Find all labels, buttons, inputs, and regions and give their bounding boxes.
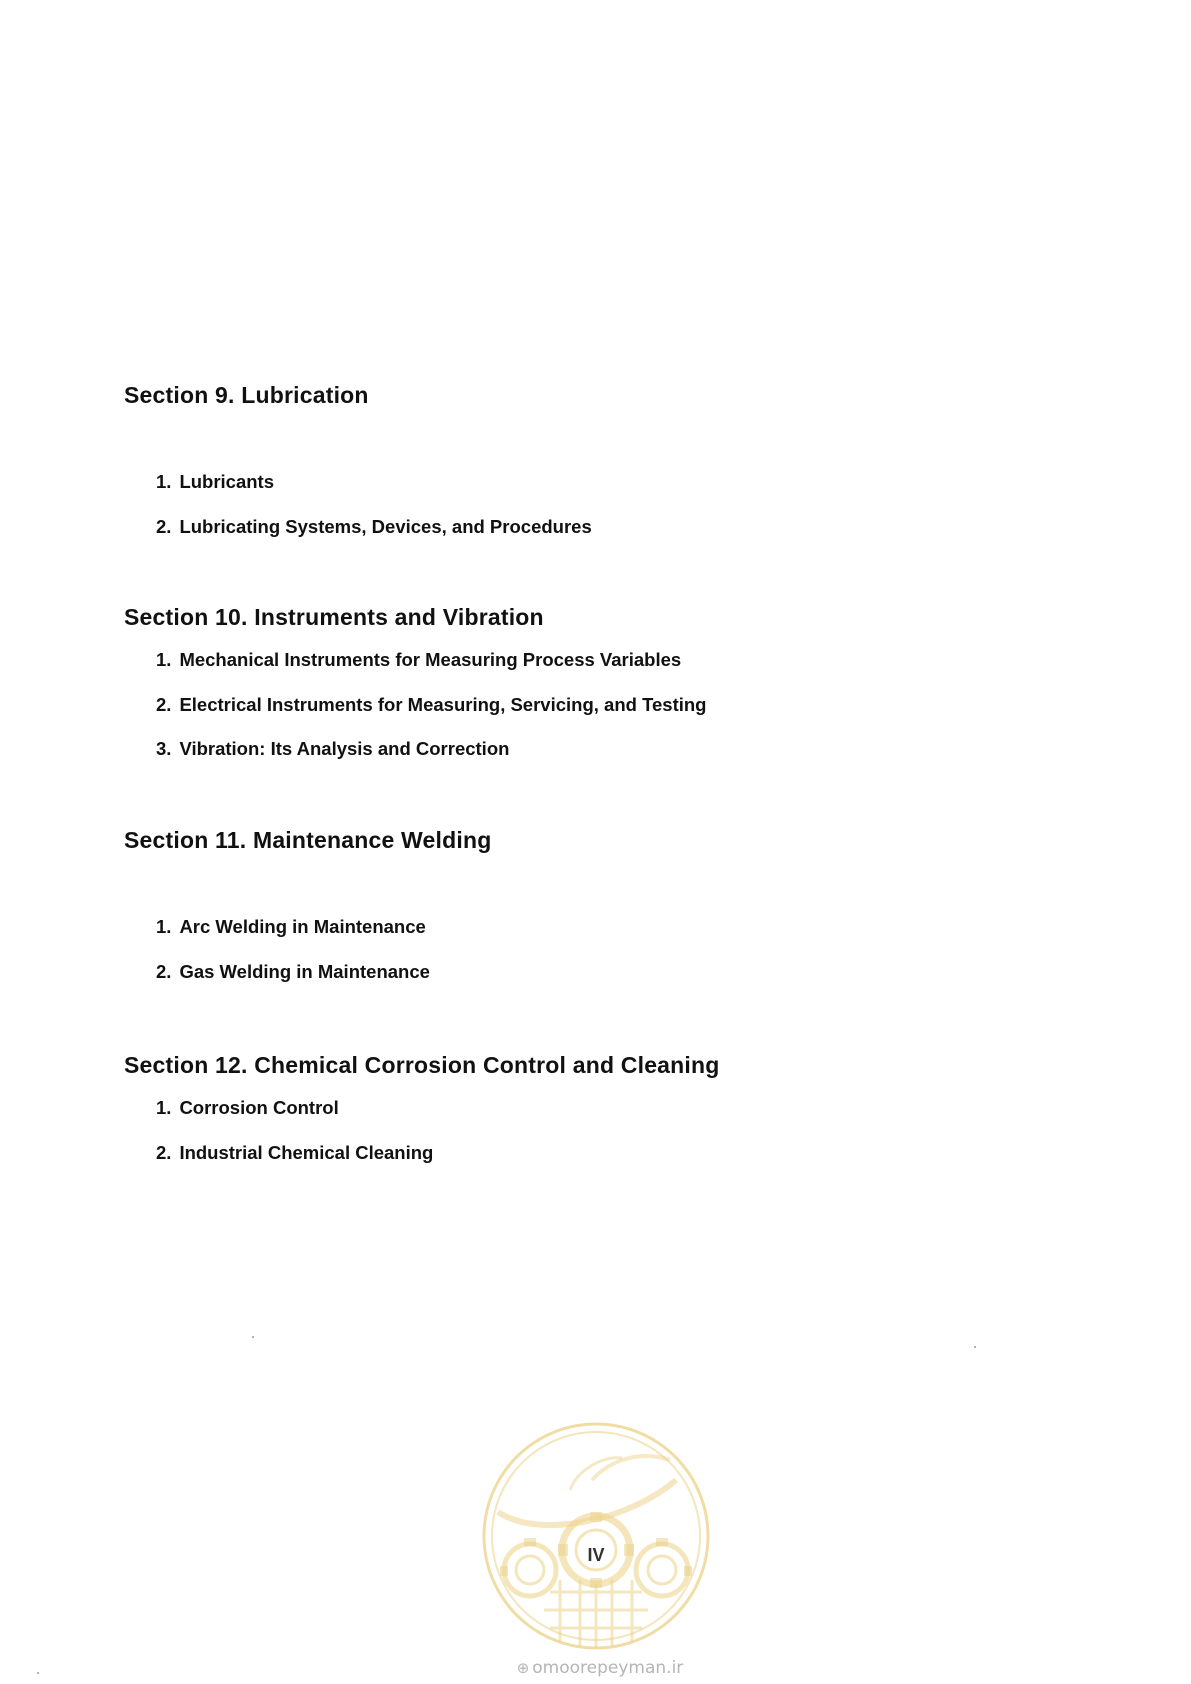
item-label: Arc Welding in Maintenance <box>179 916 426 937</box>
section-title: Section 10. Instruments and Vibration <box>124 604 544 630</box>
toc-item <box>156 961 491 1006</box>
item-label: Mechanical Instruments for Measuring Process Variables <box>179 649 682 670</box>
toc-item <box>156 694 706 739</box>
watermark-site-text: omoorepeyman.ir <box>532 1658 684 1678</box>
toc-item <box>156 916 491 961</box>
item-label: Lubricants <box>179 471 275 492</box>
toc-item <box>156 649 706 694</box>
item-label: Lubricating Systems, Devices, and Procedures <box>179 515 592 537</box>
toc-section <box>124 827 491 1005</box>
section-title: Section 11. Maintenance Welding <box>124 827 492 853</box>
toc-item <box>156 1097 720 1142</box>
toc-section <box>124 604 706 783</box>
watermark-site <box>490 1658 710 1678</box>
item-number: 3. <box>156 738 172 759</box>
scan-speck <box>37 1672 39 1674</box>
toc-section <box>124 382 592 560</box>
item-number: 1. <box>156 1097 172 1118</box>
section-items <box>124 916 491 1005</box>
item-label: Corrosion Control <box>179 1097 339 1118</box>
item-label: Vibration: Its Analysis and Correction <box>179 738 510 759</box>
section-items <box>124 1097 720 1186</box>
section-title: Section 12. Chemical Corrosion Control and Cleaning <box>124 1052 720 1078</box>
toc-item <box>156 738 706 783</box>
item-number: 2. <box>156 1141 172 1163</box>
toc-item <box>156 1142 720 1187</box>
gear-seal-logo-icon <box>480 1420 712 1652</box>
item-number: 1. <box>156 471 172 492</box>
globe-icon: ⊕ <box>516 1659 530 1677</box>
scan-speck <box>252 1336 254 1338</box>
section-title: Section 9. Lubrication <box>124 382 369 408</box>
item-number: 1. <box>156 916 172 937</box>
toc-item <box>156 471 592 516</box>
section-items <box>124 471 592 560</box>
item-number: 2. <box>156 515 172 537</box>
item-label: Industrial Chemical Cleaning <box>179 1141 434 1163</box>
item-number: 2. <box>156 693 172 715</box>
item-label: Electrical Instruments for Measuring, Servicing, and Testing <box>179 693 707 715</box>
page-number: IV <box>587 1545 605 1565</box>
item-number: 2. <box>156 960 172 982</box>
scan-speck <box>974 1346 976 1348</box>
toc-section <box>124 1052 720 1186</box>
item-number: 1. <box>156 649 172 670</box>
toc-item <box>156 516 592 561</box>
section-items <box>124 649 706 783</box>
item-label: Gas Welding in Maintenance <box>179 960 430 982</box>
